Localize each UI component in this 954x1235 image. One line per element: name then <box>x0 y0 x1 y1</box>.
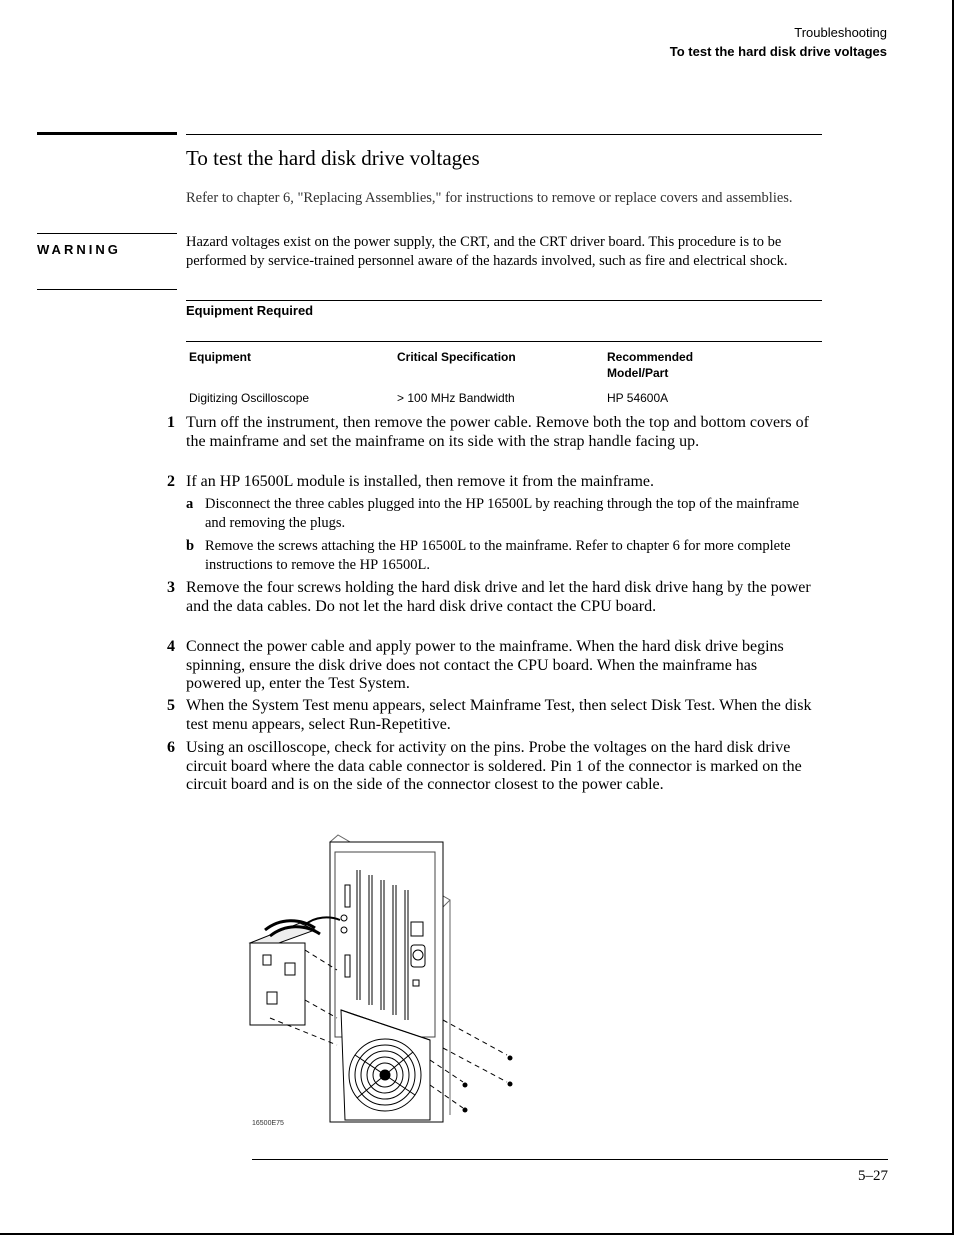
step-number: 1 <box>167 414 175 431</box>
substep-text: Disconnect the three cables plugged into the HP 16500L by reaching through the top of the mainframe and removing the plugs. <box>205 496 800 531</box>
footer-rule <box>252 1159 888 1160</box>
step-number: 2 <box>167 473 175 490</box>
step-text: When the System Test menu appears, select Mainframe Test, then select Disk Test. When the disk test menu appears, select Run-Repetitive. <box>186 697 812 733</box>
hard-disk-diagram <box>245 830 545 1130</box>
step-number: 4 <box>167 638 175 655</box>
running-header-section: Troubleshooting <box>794 25 887 40</box>
section-rule-thick <box>37 132 177 135</box>
intro-paragraph: Refer to chapter 6, "Replacing Assemblies," for instructions to remove or replace covers and assemblies. <box>186 190 793 206</box>
warning-text: Hazard voltages exist on the power supply, the CRT, and the CRT driver board. This procedure is to be performed by service-trained personnel aware of the hazards involved, such as fire and electrical shock. <box>186 234 788 269</box>
step-text: Using an oscilloscope, check for activity on the pins. Probe the voltages on the hard disk drive circuit board where the data cable connector is soldered. Pin 1 of the connector is marked on the circuit board and is on the side of the connector closest to the power cable. <box>186 739 802 794</box>
step-text: If an HP 16500L module is installed, then remove it from the mainframe. <box>186 473 655 490</box>
table-header-spec: Critical Specification <box>397 350 516 364</box>
table-cell-spec: > 100 MHz Bandwidth <box>397 391 515 405</box>
step-2 <box>167 473 816 492</box>
substep-letter: a <box>186 496 194 512</box>
step-6 <box>167 739 816 795</box>
step-text: Turn off the instrument, then remove the power cable. Remove both the top and bottom covers of the mainframe and set the mainframe on its side with the strap handle facing up. <box>186 414 809 450</box>
substep-letter: b <box>186 538 195 554</box>
table-cell-model: HP 54600A <box>607 391 669 405</box>
page-number: 5–27 <box>858 1168 888 1184</box>
table-header-model: Recommended Model/Part <box>607 350 694 380</box>
step-4 <box>167 638 816 694</box>
equipment-rule-header <box>186 341 822 342</box>
substep-a <box>186 495 805 533</box>
warning-label: WARNING <box>37 242 121 257</box>
step-number: 5 <box>167 697 175 714</box>
warning-rule-bottom <box>37 289 177 290</box>
step-text: Connect the power cable and apply power to the mainframe. When the hard disk drive begins spinning, ensure the disk drive does not contact the CPU board. When the mainframe has powered up, enter the Test System. <box>186 638 784 693</box>
figure-id: 16500E75 <box>252 1120 284 1127</box>
step-5 <box>167 697 816 734</box>
running-header-topic: To test the hard disk drive voltages <box>669 44 887 59</box>
step-3 <box>167 579 816 616</box>
step-1 <box>167 414 816 451</box>
substep-b <box>186 537 805 575</box>
substep-text: Remove the screws attaching the HP 16500L to the mainframe. Refer to chapter 6 for more complete instructions to remove the HP 16500L. <box>205 538 791 573</box>
equipment-rule-top <box>186 300 822 301</box>
step-number: 3 <box>167 579 175 596</box>
equipment-title: Equipment Required <box>186 303 314 318</box>
page-title: To test the hard disk drive voltages <box>186 146 480 170</box>
table-cell-equipment: Digitizing Oscilloscope <box>189 391 310 405</box>
step-number: 6 <box>167 739 175 756</box>
warning-rule-top <box>37 233 177 234</box>
section-rule <box>186 134 822 135</box>
table-header-equipment: Equipment <box>189 350 251 364</box>
step-text: Remove the four screws holding the hard disk drive and let the hard disk drive hang by the power and the data cables. Do not let the hard disk drive contact the CPU board. <box>186 579 811 615</box>
